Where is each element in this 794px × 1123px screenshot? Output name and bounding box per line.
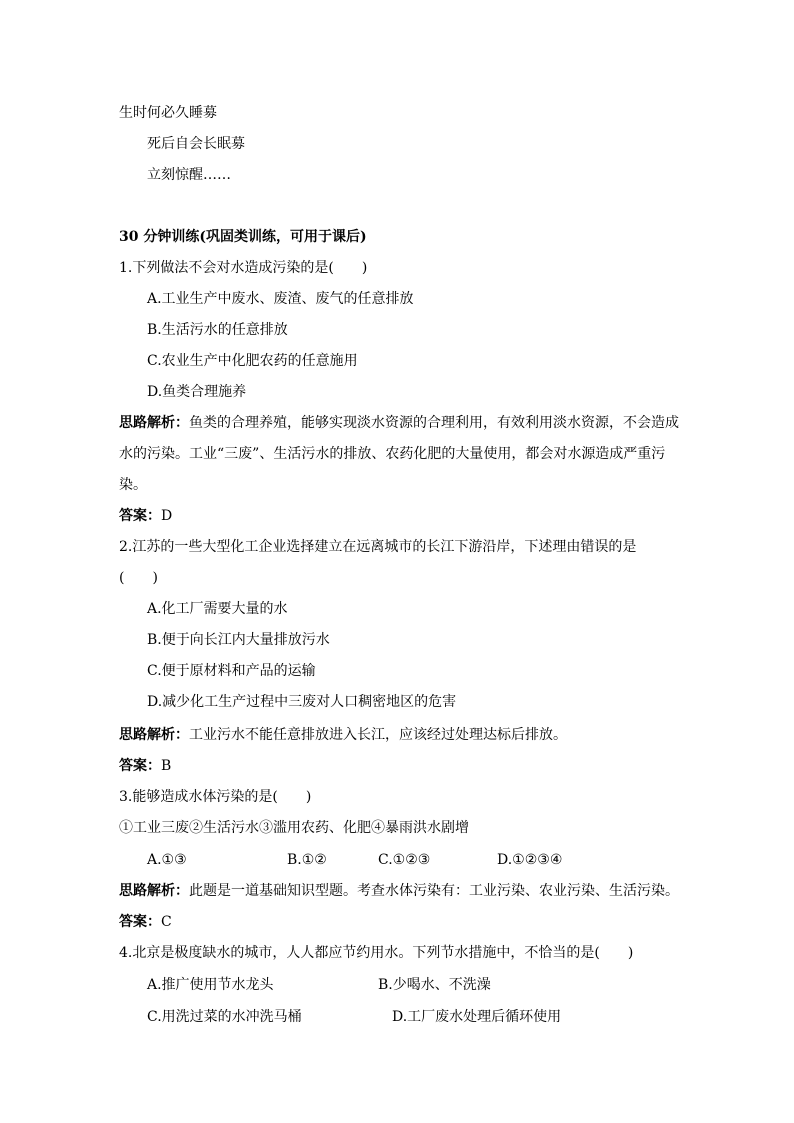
question-1-stem: 1.下列做法不会对水造成污染的是( ) [119,260,368,276]
question-1-analysis-label: 思路解析： [119,415,189,431]
question-1-answer-value: D [161,508,173,524]
question-3-items: ①工业三废②生活污水③滥用农药、化肥④暴雨洪水剧增 [119,820,469,836]
question-1-option-b: B.生活污水的任意排放 [147,322,288,338]
question-1-analysis-line-1 [119,414,679,432]
question-3-analysis-label: 思路解析： [119,883,189,899]
question-4-option-a: A.推广使用节水龙头 [147,977,274,993]
poem-line-2: 死后自会长眠募 [147,136,245,152]
question-3-stem: 3.能够造成水体污染的是( ) [119,789,312,805]
question-3-answer-value: C [161,914,172,930]
question-1-analysis-line-3: 染。 [119,477,147,493]
question-4-option-b: B.少喝水、不洗澡 [378,977,491,993]
question-3-analysis [119,882,679,900]
question-3-option-a: A.①③ [147,852,187,868]
question-3-answer-label: 答案： [119,914,161,930]
question-3-option-b: B.①② [287,852,327,868]
question-3-option-d: D.①②③④ [497,852,563,868]
question-2-analysis-label: 思路解析： [119,727,189,743]
section-title: 30 分钟训练(巩固类训练，可用于课后) [119,229,367,245]
question-2-answer-label: 答案： [119,758,161,774]
question-4-stem: 4.北京是极度缺水的城市，人人都应节约用水。下列节水措施中，不恰当的是( ) [119,945,634,961]
question-2-option-c: C.便于原材料和产品的运输 [147,663,316,679]
question-2-answer-value: B [161,758,172,774]
poem-line-1: 生时何必久睡募 [119,105,217,121]
question-3-answer [119,913,172,931]
question-1-analysis-line-2: 水的污染。工业“三废”、生活污水的排放、农药化肥的大量使用，都会对水源造成严重污 [119,446,666,462]
question-3-analysis-text: 此题是一道基础知识型题。考查水体污染有：工业污染、农业污染、生活污染。 [189,883,679,899]
question-2-stem-line-2: ( ) [119,570,158,586]
question-2-analysis [119,726,567,744]
question-2-option-b: B.便于向长江内大量排放污水 [147,632,330,648]
question-4-option-d: D.工厂废水处理后循环使用 [392,1009,562,1025]
poem-line-3: 立刻惊醒…… [147,167,231,183]
question-1-answer-label: 答案： [119,508,161,524]
question-2-option-d: D.减少化工生产过程中三废对人口稠密地区的危害 [147,694,457,710]
question-2-stem-line-1: 2.江苏的一些大型化工企业选择建立在远离城市的长江下游沿岸，下述理由错误的是 [119,539,637,555]
question-3-option-c: C.①②③ [378,852,431,868]
question-1-option-d: D.鱼类合理施养 [147,384,247,400]
question-1-option-a: A.工业生产中废水、废渣、废气的任意排放 [147,291,414,307]
question-1-option-c: C.农业生产中化肥农药的任意施用 [147,353,358,369]
question-1-answer [119,507,172,525]
question-2-option-a: A.化工厂需要大量的水 [147,601,288,617]
question-2-answer [119,757,171,775]
question-2-analysis-text: 工业污水不能任意排放进入长江，应该经过处理达标后排放。 [189,727,567,743]
question-1-analysis-text-1: 鱼类的合理养殖，能够实现淡水资源的合理利用，有效利用淡水资源，不会造成 [189,415,679,431]
question-4-option-c: C.用洗过菜的水冲洗马桶 [147,1009,302,1025]
